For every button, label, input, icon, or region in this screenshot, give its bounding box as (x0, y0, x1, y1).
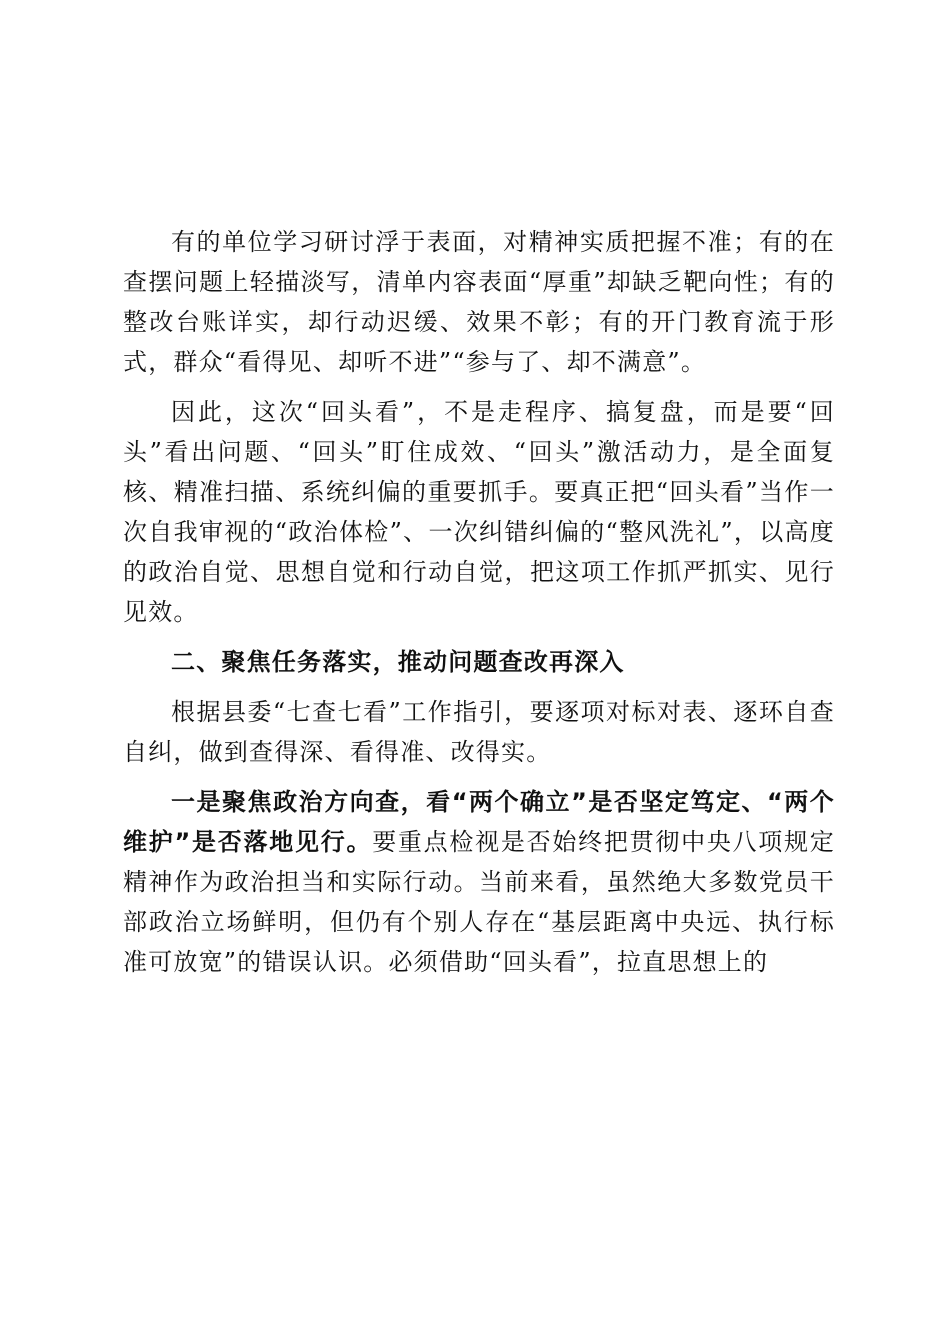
paragraph: 因此，这次“回头看”，不是走程序、搞复盘，而是要“回头”看出问题、“回头”盯住成效、“回头”激活动力，是全面复核、精准扫描、系统纠偏的重要抓手。要真正把“回头看”当作一次自我审视的“政治体检”、一次纠错纠偏的“整风洗礼”，以高度的政治自觉、思想自觉和行动自觉，把这项工作抓严抓实、见行见效。 (123, 398, 835, 626)
document-body (123, 222, 835, 992)
section-heading: 二、聚焦任务落实，推动问题查改再深入 (171, 648, 625, 676)
paragraph (123, 782, 835, 982)
paragraph: 根据县委“七查七看”工作指引，要逐项对标对表、逐环自查自纠，做到查得深、看得准、改得实。 (123, 698, 835, 766)
bold-lead-sentence: 一是聚焦政治方向查，看“两个确立”是否坚定笃定、“两个维护”是否落地见行。 (123, 788, 835, 856)
paragraph: 有的单位学习研讨浮于表面，对精神实质把握不准；有的在查摆问题上轻描淡写，清单内容表面“厚重”却缺乏靶向性；有的整改台账详实，却行动迟缓、效果不彰；有的开门教育流于形式，群众“看得见、却听不进”“参与了、却不满意”。 (123, 228, 835, 376)
paragraph-text: 要重点检视是否始终把贯彻中央八项规定精神作为政治担当和实际行动。当前来看，虽然绝大多数党员干部政治立场鲜明，但仍有个别人存在“基层距离中央远、执行标准可放宽”的错误认识。必须借助“回头看”，拉直思想上的 (123, 828, 835, 976)
